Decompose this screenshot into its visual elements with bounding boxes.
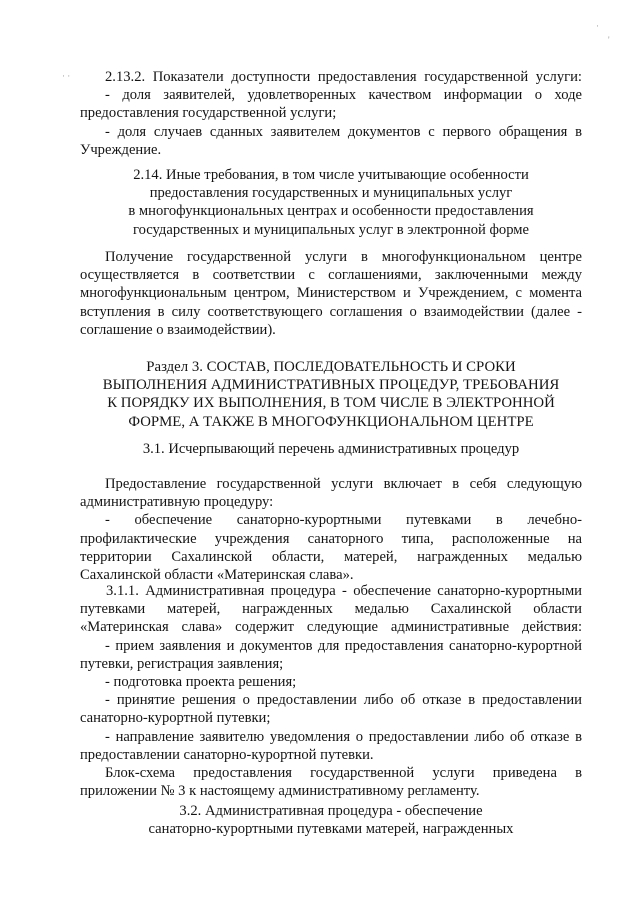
- text-line: путевками матерей, награжденных медалью Сахалинской области: [80, 601, 582, 618]
- heading-line: ВЫПОЛНЕНИЯ АДМИНИСТРАТИВНЫХ ПРОЦЕДУР, ТРЕБОВАНИЯ: [102, 377, 560, 394]
- heading-line: в многофункциональных центрах и особенности предоставления: [128, 203, 534, 220]
- text-line: - обеспечение санаторно-курортными путевками в лечебно-: [105, 512, 582, 529]
- text-line: территории Сахалинской области, матерей, награжденных медалью: [80, 548, 582, 565]
- text-line: санаторно-курортной путевки;: [80, 710, 271, 727]
- heading-line: 3.2. Административная процедура - обеспечение: [179, 803, 483, 819]
- text-line: осуществляется в соответствии с соглашениями, заключенными между: [80, 267, 582, 284]
- text-line: вступления в силу соответствующего соглашения о взаимодействии (далее -: [80, 303, 582, 320]
- text-line: - доля заявителей, удовлетворенных качеством информации о ходе: [105, 87, 582, 104]
- text-line: профилактические учреждения санаторного типа, расположенные на: [80, 530, 582, 547]
- heading-line: ФОРМЕ, А ТАКЖЕ В МНОГОФУНКЦИОНАЛЬНОМ ЦЕНТРЕ: [128, 413, 534, 430]
- heading-line: предоставления государственных и муниципальных услуг: [149, 185, 513, 202]
- text-line: Получение государственной услуги в многофункциональном центре: [105, 249, 582, 265]
- text-line: приложении № 3 к настоящему административному регламенту.: [80, 783, 480, 800]
- text-line: - подготовка проекта решения;: [105, 674, 297, 691]
- text-line: Предоставление государственной услуги включает в себя следующую: [105, 476, 582, 492]
- heading-line: государственных и муниципальных услуг в электронной форме: [132, 221, 530, 238]
- section-heading-3-2: [80, 802, 582, 838]
- text-line: 3.1.1. Административная процедура - обеспечение санаторно-курортными: [106, 583, 582, 599]
- section-heading-3: [80, 358, 582, 431]
- text-line: административную процедуру:: [80, 494, 274, 511]
- text-line: Блок-схема предоставления государственной услуги приведена в: [105, 765, 582, 782]
- text-line: путевки, регистрация заявления;: [80, 655, 284, 672]
- text-line: 2.13.2. Показатели доступности предоставления государственной услуги:: [105, 69, 582, 85]
- paragraph-3-1-1: [80, 582, 582, 800]
- text-line: соглашение о взаимодействии).: [80, 321, 276, 338]
- scan-speck: ': [608, 35, 610, 45]
- text-line: Учреждение.: [80, 141, 162, 158]
- scan-speck: ·: [596, 21, 599, 31]
- text-line: предоставлении санаторно-курортной путевки.: [80, 746, 374, 763]
- paragraph-3-1: [80, 475, 582, 584]
- heading-line: Раздел 3. СОСТАВ, ПОСЛЕДОВАТЕЛЬНОСТЬ И СРОКИ: [146, 359, 516, 375]
- paragraph-2-13-2: [80, 68, 582, 159]
- text-line: - принятие решения о предоставлении либо об отказе в предоставлении: [105, 692, 582, 709]
- heading-line: 3.1. Исчерпывающий перечень административных процедур: [142, 441, 520, 457]
- text-line: Сахалинской области «Материнская слава».: [80, 567, 354, 584]
- text-line: - прием заявления и документов для предоставления санаторно-курортной: [105, 637, 582, 654]
- heading-line: 2.14. Иные требования, в том числе учитывающие особенности: [133, 167, 529, 183]
- scan-speck: · ·: [62, 71, 71, 81]
- text-line: многофункциональным центром, Министерством и Учреждением, с момента: [80, 285, 582, 302]
- text-line: - доля случаев сданных заявителем документов с первого обращения в: [105, 123, 582, 140]
- section-heading-3-1: [80, 440, 582, 458]
- paragraph-mfc: [80, 248, 582, 339]
- heading-line: К ПОРЯДКУ ИХ ВЫПОЛНЕНИЯ, В ТОМ ЧИСЛЕ В ЭЛЕКТРОННОЙ: [107, 395, 555, 412]
- heading-line: санаторно-курортными путевками матерей, награжденных: [148, 821, 514, 838]
- text-line: «Материнская слава» содержит следующие административные действия:: [80, 619, 582, 636]
- section-heading-2-14: [80, 166, 582, 239]
- text-line: - направление заявителю уведомления о предоставлении либо об отказе в: [105, 728, 582, 745]
- text-line: предоставления государственной услуги;: [80, 105, 337, 122]
